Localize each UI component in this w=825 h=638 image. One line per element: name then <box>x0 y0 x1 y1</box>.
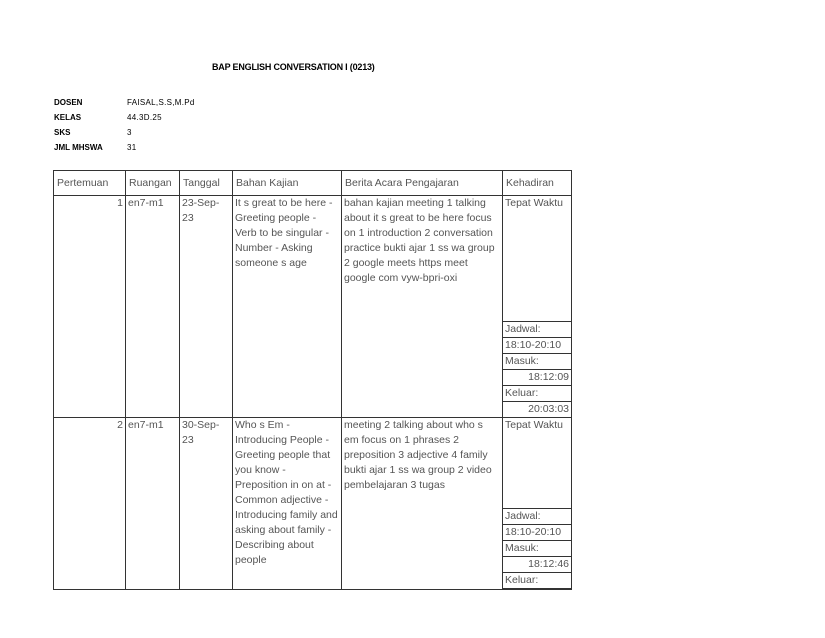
meta-label: SKS <box>54 128 71 137</box>
cell-kehadiran <box>503 196 572 418</box>
cell-ruangan: en7-m1 <box>126 418 180 590</box>
keluar-label: Keluar: <box>503 572 571 589</box>
cell-bahan-kajian: It s great to be here - Greeting people - Verb to be singular - Number - Asking someone s age <box>233 196 342 418</box>
attendance-table <box>53 170 572 590</box>
jadwal-label: Jadwal: <box>503 508 571 524</box>
meta-value: 31 <box>127 143 137 152</box>
header-pertemuan: Pertemuan <box>54 171 126 196</box>
jadwal-label: Jadwal: <box>503 321 571 337</box>
cell-kehadiran <box>503 418 572 590</box>
cell-pertemuan: 2 <box>54 418 126 590</box>
meta-label: KELAS <box>54 113 82 122</box>
attendance-status: Tepat Waktu <box>505 419 563 431</box>
keluar-label: Keluar: <box>503 385 571 401</box>
jadwal-value: 18:10-20:10 <box>503 337 571 353</box>
header-ruangan: Ruangan <box>126 171 180 196</box>
jadwal-value: 18:10-20:10 <box>503 524 571 540</box>
cell-pertemuan: 1 <box>54 196 126 418</box>
cell-bahan-kajian: Who s Em - Introducing People - Greeting people that you know - Preposition in on at - Common adjective - Introducing family and asking about family - Describing about people <box>233 418 342 590</box>
attendance-status: Tepat Waktu <box>505 197 563 209</box>
header-kehadiran: Kehadiran <box>503 171 572 196</box>
masuk-label: Masuk: <box>503 353 571 369</box>
cell-tanggal: 30-Sep-23 <box>180 418 233 590</box>
cell-tanggal: 23-Sep-23 <box>180 196 233 418</box>
header-bahan-kajian: Bahan Kajian <box>233 171 342 196</box>
header-tanggal: Tanggal <box>180 171 233 196</box>
document-title: BAP ENGLISH CONVERSATION I (0213) <box>212 62 375 72</box>
cell-berita-acara: bahan kajian meeting 1 talking about it s great to be here focus on 1 introduction 2 conversation practice bukti ajar 1 ss wa group 2 google meets https meet google com vyw-bpri-oxi <box>342 196 503 418</box>
table-row <box>54 418 572 590</box>
meta-label: JML MHSWA <box>54 143 103 152</box>
header-berita-acara: Berita Acara Pengajaran <box>342 171 503 196</box>
masuk-value: 18:12:46 <box>503 556 571 572</box>
masuk-value: 18:12:09 <box>503 369 571 385</box>
meta-value: FAISAL,S.S,M.Pd <box>127 98 195 107</box>
masuk-label: Masuk: <box>503 540 571 556</box>
meta-label: DOSEN <box>54 98 83 107</box>
keluar-value: 20:03:03 <box>503 401 571 417</box>
cell-berita-acara: meeting 2 talking about who s em focus on 1 phrases 2 preposition 3 adjective 4 family bukti ajar 1 ss wa group 2 video pembelajaran 3 tugas <box>342 418 503 590</box>
table-row <box>54 196 572 418</box>
meta-value: 44.3D.25 <box>127 113 162 122</box>
cell-ruangan: en7-m1 <box>126 196 180 418</box>
table-header-row <box>54 171 572 196</box>
meta-value: 3 <box>127 128 132 137</box>
